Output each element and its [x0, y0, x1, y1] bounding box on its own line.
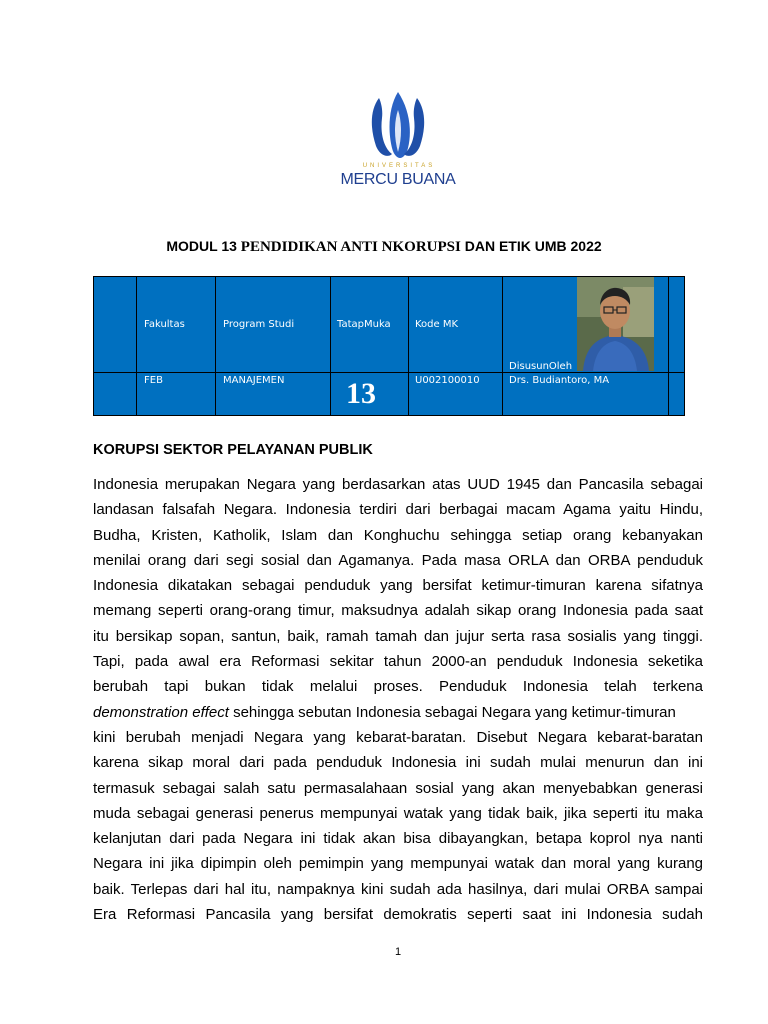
italic-phrase: demonstration effect — [93, 703, 229, 721]
table-divider — [215, 277, 216, 415]
paragraph-line: baik. Terlepas dari hal itu, nampaknya kini sudah ada hasilnya, dari mulai ORBA sampai — [93, 880, 703, 898]
course-info-table — [93, 276, 685, 416]
header-disusun-oleh: DisusunOleh — [509, 361, 573, 372]
paragraph-line: Indonesia dikatakan sebagai penduduk yang bersifat ketimur-timuran karena sifatnya — [93, 577, 703, 595]
table-divider — [330, 277, 331, 415]
paragraph-line: Indonesia merupakan Negara yang berdasarkan atas UUD 1945 dan Pancasila sebagai — [93, 476, 703, 493]
table-divider — [668, 277, 669, 415]
paragraph-line: itu bersikap sopan, santun, baik, ramah tamah dan jujur serta rasa sosialis yang tinggi. — [93, 627, 703, 645]
table-divider — [502, 277, 503, 415]
paragraph-line: termasuk sebagai salah satu permasalahaan sosial yang akan menyebabkan generasi — [93, 779, 703, 797]
paragraph-line: muda sebagai generasi penerus mempunyai watak yang tidak baik, jika seperti itu maka — [93, 804, 703, 822]
paragraph-line: karena sikap moral dari pada penduduk Indonesia ini sudah mulai menurun dan ini — [93, 754, 703, 772]
module-title-suffix: DAN ETIK UMB 2022 — [460, 238, 602, 254]
paragraph-line: Negara ini jika dipimpin oleh pemimpin yang mempunyai watak dan moral yang kurang — [93, 855, 703, 873]
value-tatap-muka: 13 — [346, 377, 376, 410]
paragraph-line: berubah tapi bukan tidak melalui proses. Penduduk Indonesia telah terkena — [93, 678, 703, 696]
paragraph-line: menilai orang dari segi sosial dan Agamanya. Pada masa ORLA dan ORBA penduduk — [93, 551, 703, 569]
module-title-prefix: MODUL 13 — [166, 238, 241, 254]
header-program-studi: Program Studi — [223, 319, 295, 330]
paragraph-line: landasan falsafah Negara. Indonesia terdiri dari berbagai macam Agama yaitu Hindu, — [93, 501, 703, 519]
section-heading: KORUPSI SEKTOR PELAYANAN PUBLIK — [93, 442, 373, 458]
paragraph-line: Era Reformasi Pancasila yang bersifat demokratis seperti saat ini Indonesia sudah — [93, 906, 703, 924]
header-fakultas: Fakultas — [144, 319, 185, 330]
table-divider — [408, 277, 409, 415]
logo-wordmark: MERCU BUANA — [340, 171, 456, 188]
header-tatap-muka: TatapMuka — [337, 319, 391, 330]
module-title — [0, 238, 768, 256]
logo-subtitle: UNIVERSITAS — [362, 163, 436, 169]
paragraph-line-italic — [93, 700, 703, 725]
header-kode-mk: Kode MK — [415, 319, 459, 330]
paragraph-line: memang seperti orang-orang timur, maksudnya adalah sikap orang Indonesia pada saat — [93, 602, 703, 620]
table-divider — [136, 277, 137, 415]
paragraph-line: Tapi, pada awal era Reformasi sekitar tahun 2000-an penduduk Indonesia seketika — [93, 653, 703, 671]
value-disusun-oleh: Drs. Budiantoro, MA — [509, 375, 610, 386]
module-title-subject: PENDIDIKAN ANTI NKORUPSI — [240, 239, 461, 255]
paragraph-line: kini berubah menjadi Negara yang kebarat-baratan. Disebut Negara kebarat-baratan — [93, 728, 703, 746]
value-kode-mk: U002100010 — [415, 375, 480, 386]
author-photo — [577, 277, 654, 371]
author-portrait-icon — [577, 277, 654, 371]
table-row-divider — [94, 372, 684, 373]
paragraph-line: kelanjutan dari pada Negara ini tidak akan bisa dibayangkan, betapa koprol nya nanti — [93, 830, 703, 848]
value-fakultas: FEB — [144, 375, 163, 386]
italic-line-rest: sehingga sebutan Indonesia sebagai Negara yang ketimur-timuran — [228, 703, 676, 721]
body-paragraph — [93, 472, 703, 927]
page-number: 1 — [394, 946, 402, 958]
paragraph-line: Budha, Kristen, Katholik, Islam dan Konghuchu sehingga setiap orang kebanyakan — [93, 526, 703, 544]
value-program-studi: MANAJEMEN — [223, 375, 285, 386]
